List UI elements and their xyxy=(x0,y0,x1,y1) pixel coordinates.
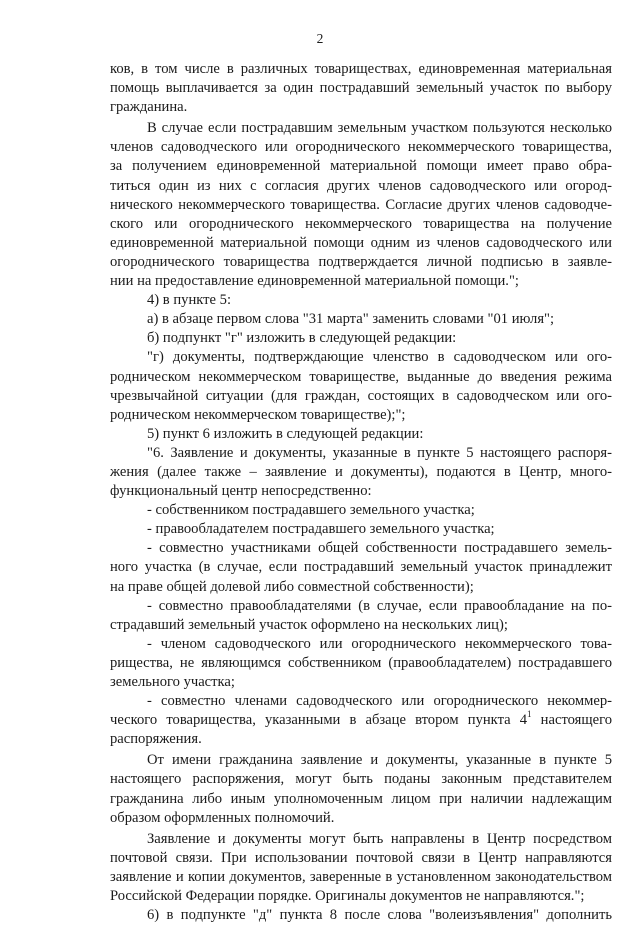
text-line-content: 5) пункт 6 изложить в следующей редакции: xyxy=(147,425,424,442)
text-line xyxy=(110,387,612,406)
text-line-content: ков, в том числе в различных товариществах, единовременная материальная xyxy=(110,61,612,77)
text-line xyxy=(110,482,612,501)
text-line xyxy=(110,578,612,597)
text-line xyxy=(110,348,612,367)
text-line xyxy=(110,215,612,234)
text-line-content: нического некоммерческого товарищества. Согласие других членов садоводче- xyxy=(110,196,612,213)
text-line xyxy=(110,291,612,310)
text-line xyxy=(110,790,612,809)
text-line-content: распоряжения. xyxy=(110,731,202,748)
text-line-content: а) в абзаце первом слова "31 марта" заменить словами "01 июля"; xyxy=(147,311,555,328)
text-line-content: Российской Федерации порядке. Оригиналы документов не направляются."; xyxy=(110,888,585,905)
text-line-content: - членом садоводческого или огороднического некоммерческого това- xyxy=(147,635,612,652)
text-line-content: почтовой связи. При использовании почтовой связи в Центр направляются xyxy=(110,849,612,866)
superscript: 1 xyxy=(527,709,532,720)
text-line-content: функциональный центр непосредственно: xyxy=(110,483,372,500)
text-line xyxy=(110,711,612,730)
text-line-content: ного участка (в случае, если пострадавший земельный участок принадлежит xyxy=(110,559,612,576)
text-line xyxy=(110,157,612,176)
text-line-content: чрезвычайной ситуации (для граждан, состоящих в садоводческом или ого- xyxy=(110,387,612,404)
text-line xyxy=(110,830,612,849)
text-line xyxy=(110,253,612,272)
text-line xyxy=(110,520,612,539)
text-line-content: нии на предоставление единовременной материальной помощи."; xyxy=(110,273,519,290)
text-line-content: гражданина либо иным уполномоченным лицом при наличии надлежащим xyxy=(110,790,612,807)
page-number: 2 xyxy=(316,31,324,46)
text-line xyxy=(110,597,612,616)
text-line xyxy=(110,444,612,463)
text-line-content: помощь выплачивается за один пострадавший земельный участок по выбору xyxy=(110,80,612,97)
text-line xyxy=(110,558,612,577)
text-line-content: земельного участка; xyxy=(110,674,235,690)
text-line xyxy=(110,310,612,329)
text-line-content: - совместно правообладателями (в случае, если правообладание на по- xyxy=(147,597,612,614)
text-line-content: страдавший земельный участок оформлено на нескольких лиц); xyxy=(110,616,508,633)
text-line-content: рищества, не являющимся собственником (правообладателем) пострадавшего xyxy=(110,654,612,671)
text-line xyxy=(110,138,612,157)
text-line xyxy=(110,692,612,711)
text-line-content: - совместно членами садоводческого или огороднического некоммер- xyxy=(147,693,612,710)
text-line-content: 4) в пункте 5: xyxy=(147,292,232,309)
text-line xyxy=(110,906,612,925)
text-line xyxy=(110,329,612,348)
text-line xyxy=(110,730,612,749)
text-line-content: жения (далее также – заявление и документы), подаются в Центр, много- xyxy=(110,463,612,480)
text-line-content: - правообладателем пострадавшего земельного участка; xyxy=(147,521,495,538)
text-line-content: б) подпункт "г" изложить в следующей редакции: xyxy=(147,330,457,347)
text-line xyxy=(110,234,612,253)
text-line-content: родническом некоммерческом товариществе, выданные до введения режима xyxy=(110,368,612,385)
text-line-content: - совместно участниками общей собственности пострадавшего земель- xyxy=(147,540,612,557)
text-line xyxy=(110,809,612,828)
text-line xyxy=(110,770,612,789)
text-line-content: "г) документы, подтверждающие членство в садоводческом или ого- xyxy=(147,349,612,366)
text-line-content: настоящего распоряжения, могут быть поданы законным представителем xyxy=(110,771,612,788)
text-line xyxy=(110,177,612,196)
text-line xyxy=(110,616,612,635)
text-line xyxy=(110,98,612,117)
text-line xyxy=(110,887,612,906)
text-line xyxy=(110,539,612,558)
text-line xyxy=(110,463,612,482)
text-line-content: родническом некоммерческом товариществе);"; xyxy=(110,406,406,423)
text-line-content: гражданина. xyxy=(110,99,188,116)
text-line-content: заявление и копии документов, заверенные в установленном законодательством xyxy=(110,868,612,885)
text-line xyxy=(110,406,612,425)
text-line-content: 6) в подпункте "д" пункта 8 после слова "волеизъявления" дополнить xyxy=(147,907,612,924)
text-line-content: образом оформленных полномочий. xyxy=(110,809,335,826)
text-line xyxy=(110,272,612,291)
text-line xyxy=(110,751,612,770)
text-line xyxy=(110,501,612,520)
text-line xyxy=(110,368,612,387)
text-line-content: - собственником пострадавшего земельного участка; xyxy=(147,502,475,519)
text-line xyxy=(110,868,612,887)
text-line-tail: настоящего xyxy=(531,712,612,729)
document-body xyxy=(110,60,612,925)
text-line-content: От имени гражданина заявление и документы, указанные в пункте 5 xyxy=(147,752,612,769)
text-line xyxy=(110,60,612,79)
text-line xyxy=(110,673,612,692)
text-line-content: за получением единовременной материальной помощи имеет право обра- xyxy=(110,158,612,175)
text-line xyxy=(110,425,612,444)
text-line-content: В случае если пострадавшим земельным участком пользуются несколько xyxy=(147,120,612,137)
text-line xyxy=(110,119,612,138)
text-line-content: Заявление и документы могут быть направлены в Центр посредством xyxy=(147,830,612,847)
text-line-content: "6. Заявление и документы, указанные в пункте 5 настоящего распоря- xyxy=(147,444,612,461)
text-line-content: единовременной материальной помощи одним из членов садоводческого или xyxy=(110,234,612,251)
text-line-content: ского или огороднического некоммерческого товарищества на получение xyxy=(110,215,612,232)
text-line xyxy=(110,79,612,98)
text-line-content: огороднического товарищества подтверждается личной подписью в заявле- xyxy=(110,253,612,270)
text-line-content: ческого товарищества, указанными в абзаце втором пункта 4 xyxy=(110,712,528,729)
text-line xyxy=(110,196,612,215)
text-line xyxy=(110,635,612,654)
text-line xyxy=(110,654,612,673)
text-line-content: титься один из них с согласия других членов садоводческого или огород- xyxy=(110,177,612,194)
text-line-content: на праве общей долевой либо совместной собственности); xyxy=(110,578,474,595)
text-line xyxy=(110,849,612,868)
text-line-content: членов садоводческого или огороднического некоммерческого товарищества, xyxy=(110,139,612,156)
